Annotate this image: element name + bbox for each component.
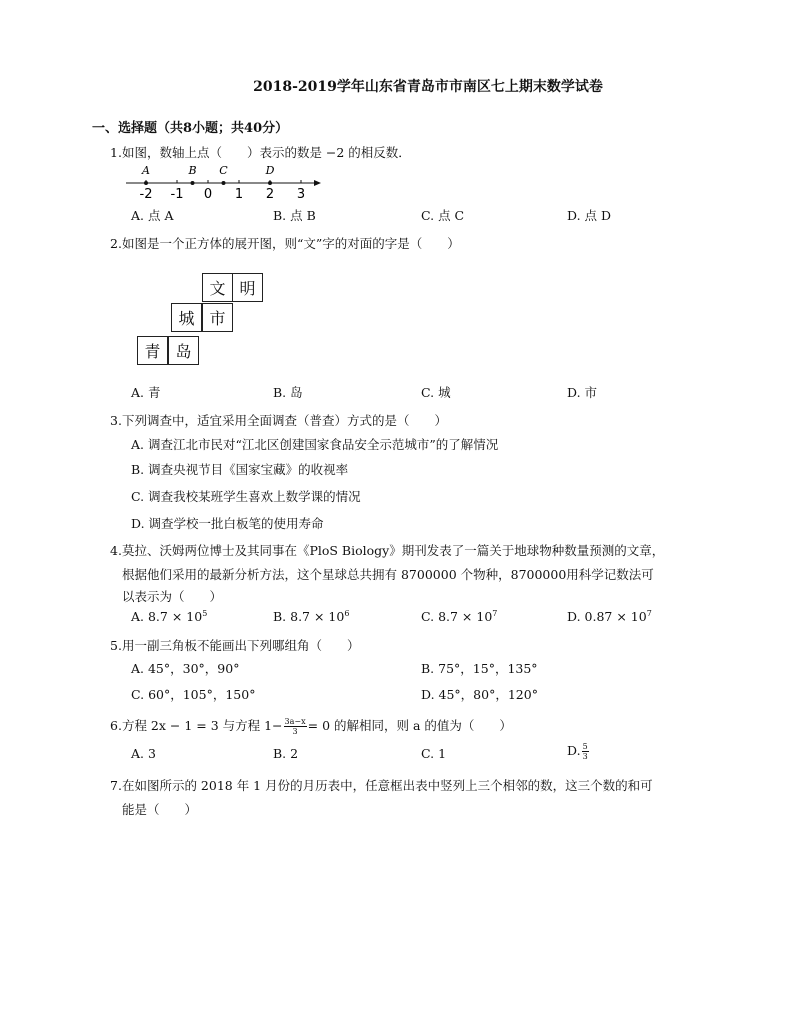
- question-text-part-2: = 0 的解相同，则 a 的值为（ ）: [307, 718, 512, 733]
- q1-option-b[interactable]: B. 点 B: [273, 208, 316, 223]
- question-number: 3.: [110, 413, 122, 428]
- question-4: [110, 541, 664, 559]
- number-line-point-label: B: [188, 164, 197, 177]
- number-line-tick-label: 1: [234, 187, 244, 202]
- net-cell-cheng: 城: [171, 303, 202, 332]
- q5-option-d[interactable]: D. 45°，80°，120°: [421, 687, 538, 702]
- q4-option-c[interactable]: C. $8.7 \times 10^7$: [421, 608, 498, 624]
- question-text: 下列调查中，适宜采用全面调查（普查）方式的是（ ）: [121, 413, 447, 428]
- number-line-point-label: C: [219, 164, 228, 177]
- question-2: [110, 234, 460, 252]
- number-line-tick-label: 2: [265, 187, 275, 202]
- q2-option-d[interactable]: D. 市: [567, 385, 598, 400]
- section-heading: 一、选择题（共8小题；共40分）: [92, 121, 289, 136]
- number-line-point-label: D: [265, 164, 275, 177]
- question-number: 6.: [110, 718, 122, 733]
- question-text: 如图，数轴上点（ ）表示的数是 −2 的相反数．: [121, 145, 411, 160]
- q3-option-a[interactable]: A. 调查江北市民对“江北区创建国家食品安全示范城市”的了解情况: [131, 437, 499, 452]
- question-number: 5.: [110, 638, 122, 653]
- question-7: [110, 776, 653, 794]
- number-line-point-label: A: [142, 164, 150, 177]
- number-line-point: [268, 181, 272, 185]
- number-line-point: [191, 181, 195, 185]
- number-line-tick-label: -1: [170, 187, 184, 202]
- question-text-part-1: 方程 2x − 1 = 3 与方程 1−: [121, 718, 283, 733]
- net-cell-shi: 市: [202, 303, 233, 332]
- net-cell-wen: 文: [202, 273, 233, 302]
- q6-option-b[interactable]: B. 2: [273, 746, 299, 761]
- question-number: 1.: [110, 145, 122, 160]
- page-title: 2018-2019学年山东省青岛市市南区七上期末数学试卷: [253, 79, 603, 95]
- question-text-line-1: 莫拉、沃姆两位博士及其同事在《PloS Biology》期刊发表了一篇关于地球物种数量预测的文章，: [121, 543, 665, 558]
- q1-option-a[interactable]: A. 点 A: [131, 208, 174, 223]
- number-line-tick-label: 0: [203, 187, 213, 202]
- q4-option-a[interactable]: A. $8.7 \times 10^5$: [131, 608, 208, 624]
- q4-option-d[interactable]: D. $0.87 \times 10^7$: [567, 608, 652, 624]
- equation-fraction: $\frac{3a-x}{3}$: [284, 717, 306, 736]
- q3-option-d[interactable]: D. 调查学校一批白板笔的使用寿命: [131, 516, 324, 531]
- q1-option-d[interactable]: D. 点 D: [567, 208, 612, 223]
- q6-option-d[interactable]: D. $\frac{5}{3}$: [567, 742, 588, 761]
- question-text-line-2: 根据他们采用的最新分析方法，这个星球总共拥有 8700000 个物种，8700000用科学记数法可: [122, 567, 654, 582]
- question-text: 如图是一个正方体的展开图，则“文”字的对面的字是（ ）: [121, 236, 460, 251]
- q1-option-c[interactable]: C. 点 C: [421, 208, 465, 223]
- question-text-line-1: 在如图所示的 2018 年 1 月份的月历表中，任意框出表中竖列上三个相邻的数，这三个数的和可: [121, 778, 653, 793]
- number-line-tick-label: -2: [139, 187, 153, 202]
- question-3: [110, 411, 447, 429]
- net-cell-qing: 青: [137, 336, 168, 365]
- question-text: 用一副三角板不能画出下列哪组角（ ）: [121, 638, 360, 653]
- q2-option-b[interactable]: B. 岛: [273, 385, 303, 400]
- number-line-figure: [124, 158, 324, 202]
- number-line-arrow: [314, 180, 321, 186]
- net-cell-dao: 岛: [168, 336, 199, 365]
- q3-option-c[interactable]: C. 调查我校某班学生喜欢上数学课的情况: [131, 489, 361, 504]
- question-number: 2.: [110, 236, 122, 251]
- question-5: [110, 636, 359, 654]
- question-number: 7.: [110, 778, 122, 793]
- number-line-point: [144, 181, 148, 185]
- net-cell-ming: 明: [232, 273, 263, 302]
- q5-option-c[interactable]: C. 60°，105°，150°: [131, 687, 256, 702]
- q2-option-a[interactable]: A. 青: [131, 385, 161, 400]
- question-number: 4.: [110, 543, 122, 558]
- question-text-line-2: 能是（ ）: [122, 802, 198, 817]
- q4-option-b[interactable]: B. $8.7 \times 10^6$: [273, 608, 350, 624]
- q2-option-c[interactable]: C. 城: [421, 385, 451, 400]
- number-line-tick-label: 3: [296, 187, 306, 202]
- q5-option-b[interactable]: B. 75°，15°，135°: [421, 661, 538, 676]
- q5-option-a[interactable]: A. 45°，30°，90°: [131, 661, 240, 676]
- q6-option-c[interactable]: C. 1: [421, 746, 447, 761]
- number-line-point: [222, 181, 226, 185]
- q3-option-b[interactable]: B. 调查央视节目《国家宝藏》的收视率: [131, 462, 349, 477]
- q6-option-a[interactable]: A. 3: [131, 746, 156, 761]
- question-6: [110, 716, 512, 736]
- question-text-line-3: 以表示为（ ）: [122, 589, 223, 604]
